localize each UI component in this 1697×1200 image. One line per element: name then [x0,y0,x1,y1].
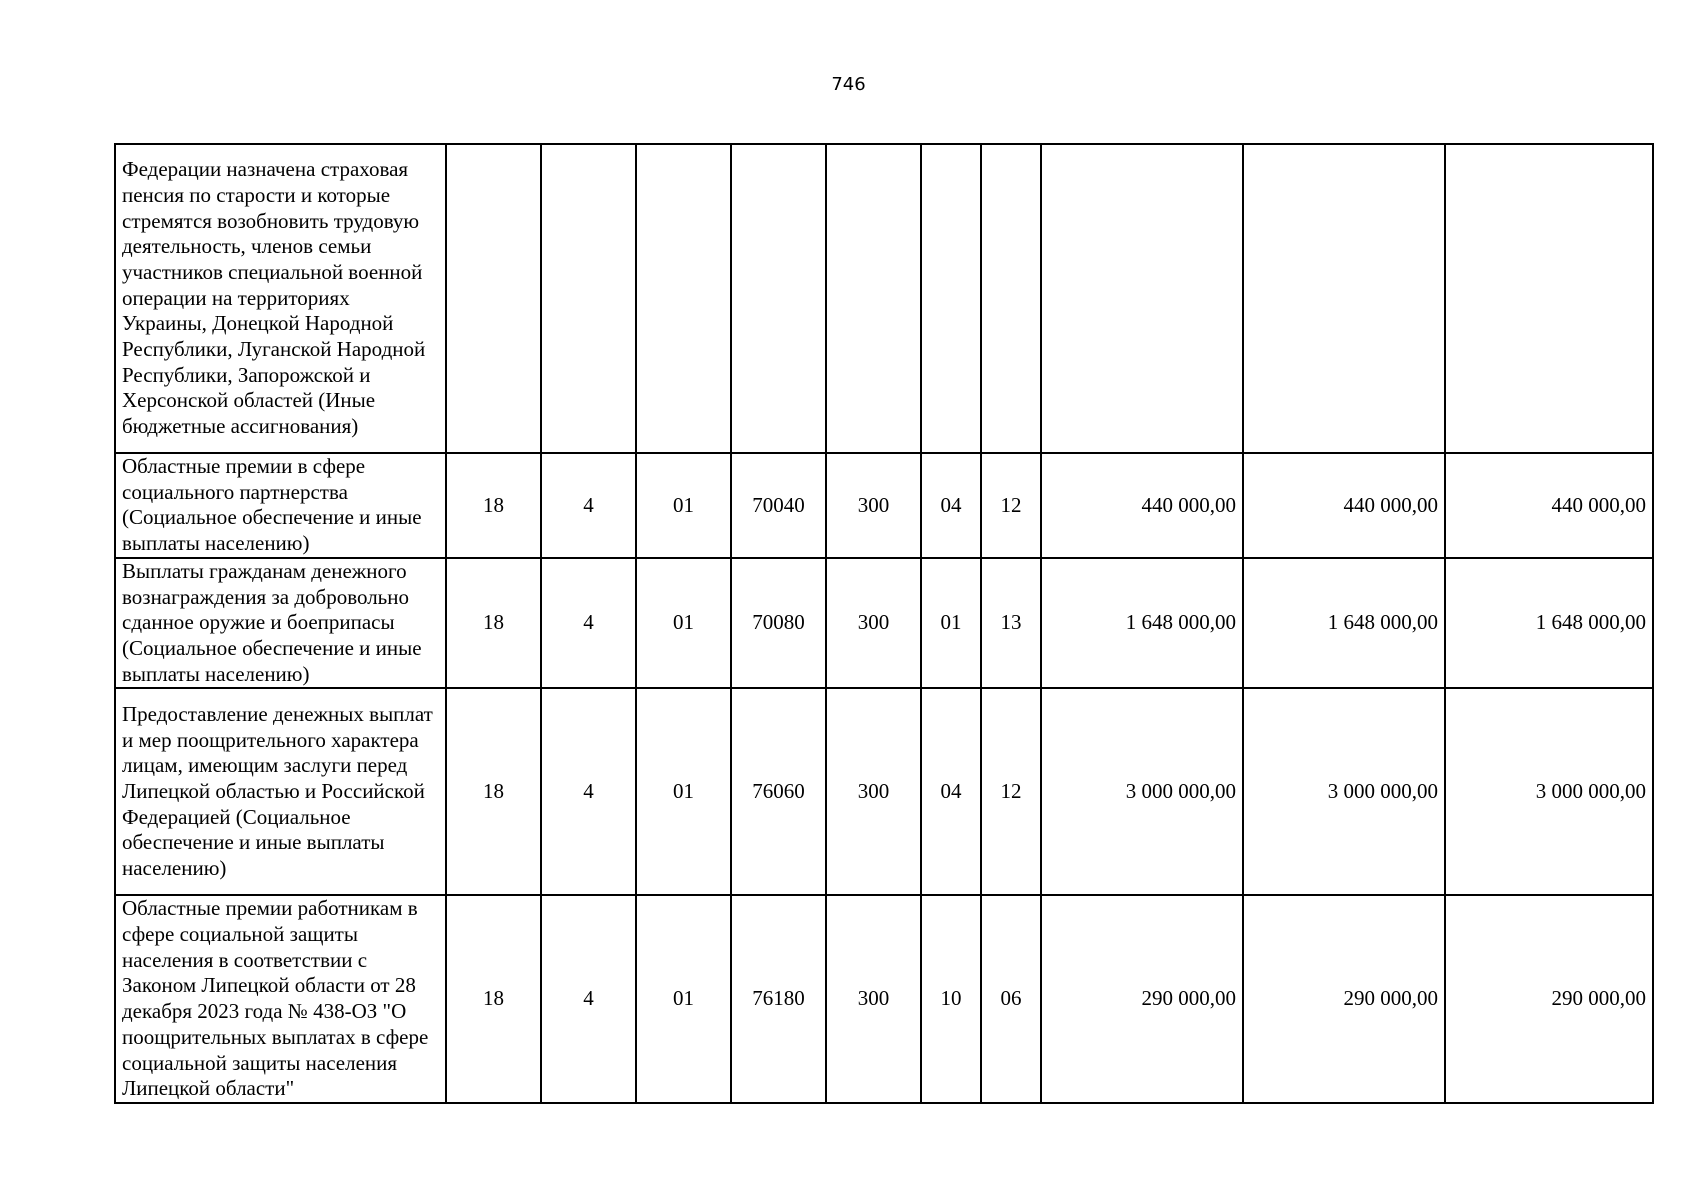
direction-code-cell [731,144,826,453]
table-row [115,453,1653,558]
main-event-cell: 01 [636,453,731,558]
amount-cell: 3 000 000,00 [1041,688,1243,895]
budget-table [114,143,1654,1104]
direction-code-cell: 76060 [731,688,826,895]
program-code-cell: 18 [446,895,541,1103]
direction-code-cell: 70040 [731,453,826,558]
main-event-cell: 01 [636,895,731,1103]
row-description: Выплаты гражданам денежного вознаграждения за добровольно сданное оружие и боеприпасы (Социальное обеспечение и иные выплаты населению) [115,558,446,689]
subprogram-type-cell [541,144,636,453]
page-number: 746 [831,74,866,95]
section-cell: 04 [921,688,981,895]
subsection-cell [981,144,1041,453]
section-cell: 01 [921,558,981,689]
amount-cell [1041,144,1243,453]
main-event-cell: 01 [636,558,731,689]
section-cell [921,144,981,453]
amount-cell: 3 000 000,00 [1243,688,1445,895]
row-description: Областные премии в сфере социального партнерства (Социальное обеспечение и иные выплаты населению) [115,453,446,558]
expense-type-cell [826,144,921,453]
program-code-cell [446,144,541,453]
row-description: Предоставление денежных выплат и мер поощрительного характера лицам, имеющим заслуги перед Липецкой областью и Российской Федерацией (Социальное обеспечение и иные выплаты населению) [115,688,446,895]
direction-code-cell: 76180 [731,895,826,1103]
subsection-cell: 13 [981,558,1041,689]
amount-cell [1445,144,1653,453]
table-row [115,144,1653,453]
program-code-cell: 18 [446,558,541,689]
section-cell: 10 [921,895,981,1103]
main-event-cell: 01 [636,688,731,895]
amount-cell: 440 000,00 [1243,453,1445,558]
row-description: Федерации назначена страховая пенсия по старости и которые стремятся возобновить трудовую деятельность, членов семьи участников специальной военной операции на территориях Украины, Донецкой Народной Республики, Луганской Народной Республики, Запорожской и Херсонской областей (Иные бюджетные ассигнования) [115,144,446,453]
table-row [115,895,1653,1103]
amount-cell: 3 000 000,00 [1445,688,1653,895]
table-row [115,558,1653,689]
amount-cell: 290 000,00 [1041,895,1243,1103]
subprogram-type-cell: 4 [541,558,636,689]
amount-cell: 290 000,00 [1445,895,1653,1103]
direction-code-cell: 70080 [731,558,826,689]
expense-type-cell: 300 [826,453,921,558]
expense-type-cell: 300 [826,688,921,895]
amount-cell [1243,144,1445,453]
amount-cell: 1 648 000,00 [1243,558,1445,689]
subsection-cell: 12 [981,453,1041,558]
subprogram-type-cell: 4 [541,688,636,895]
expense-type-cell: 300 [826,895,921,1103]
table-row [115,688,1653,895]
amount-cell: 440 000,00 [1445,453,1653,558]
subsection-cell: 12 [981,688,1041,895]
subsection-cell: 06 [981,895,1041,1103]
amount-cell: 290 000,00 [1243,895,1445,1103]
program-code-cell: 18 [446,453,541,558]
amount-cell: 440 000,00 [1041,453,1243,558]
row-description: Областные премии работникам в сфере социальной защиты населения в соответствии с Законом Липецкой области от 28 декабря 2023 года № 438-ОЗ "О поощрительных выплатах в сфере социальной защиты населения Липецкой области" [115,895,446,1103]
amount-cell: 1 648 000,00 [1445,558,1653,689]
main-event-cell [636,144,731,453]
expense-type-cell: 300 [826,558,921,689]
program-code-cell: 18 [446,688,541,895]
section-cell: 04 [921,453,981,558]
subprogram-type-cell: 4 [541,453,636,558]
subprogram-type-cell: 4 [541,895,636,1103]
amount-cell: 1 648 000,00 [1041,558,1243,689]
